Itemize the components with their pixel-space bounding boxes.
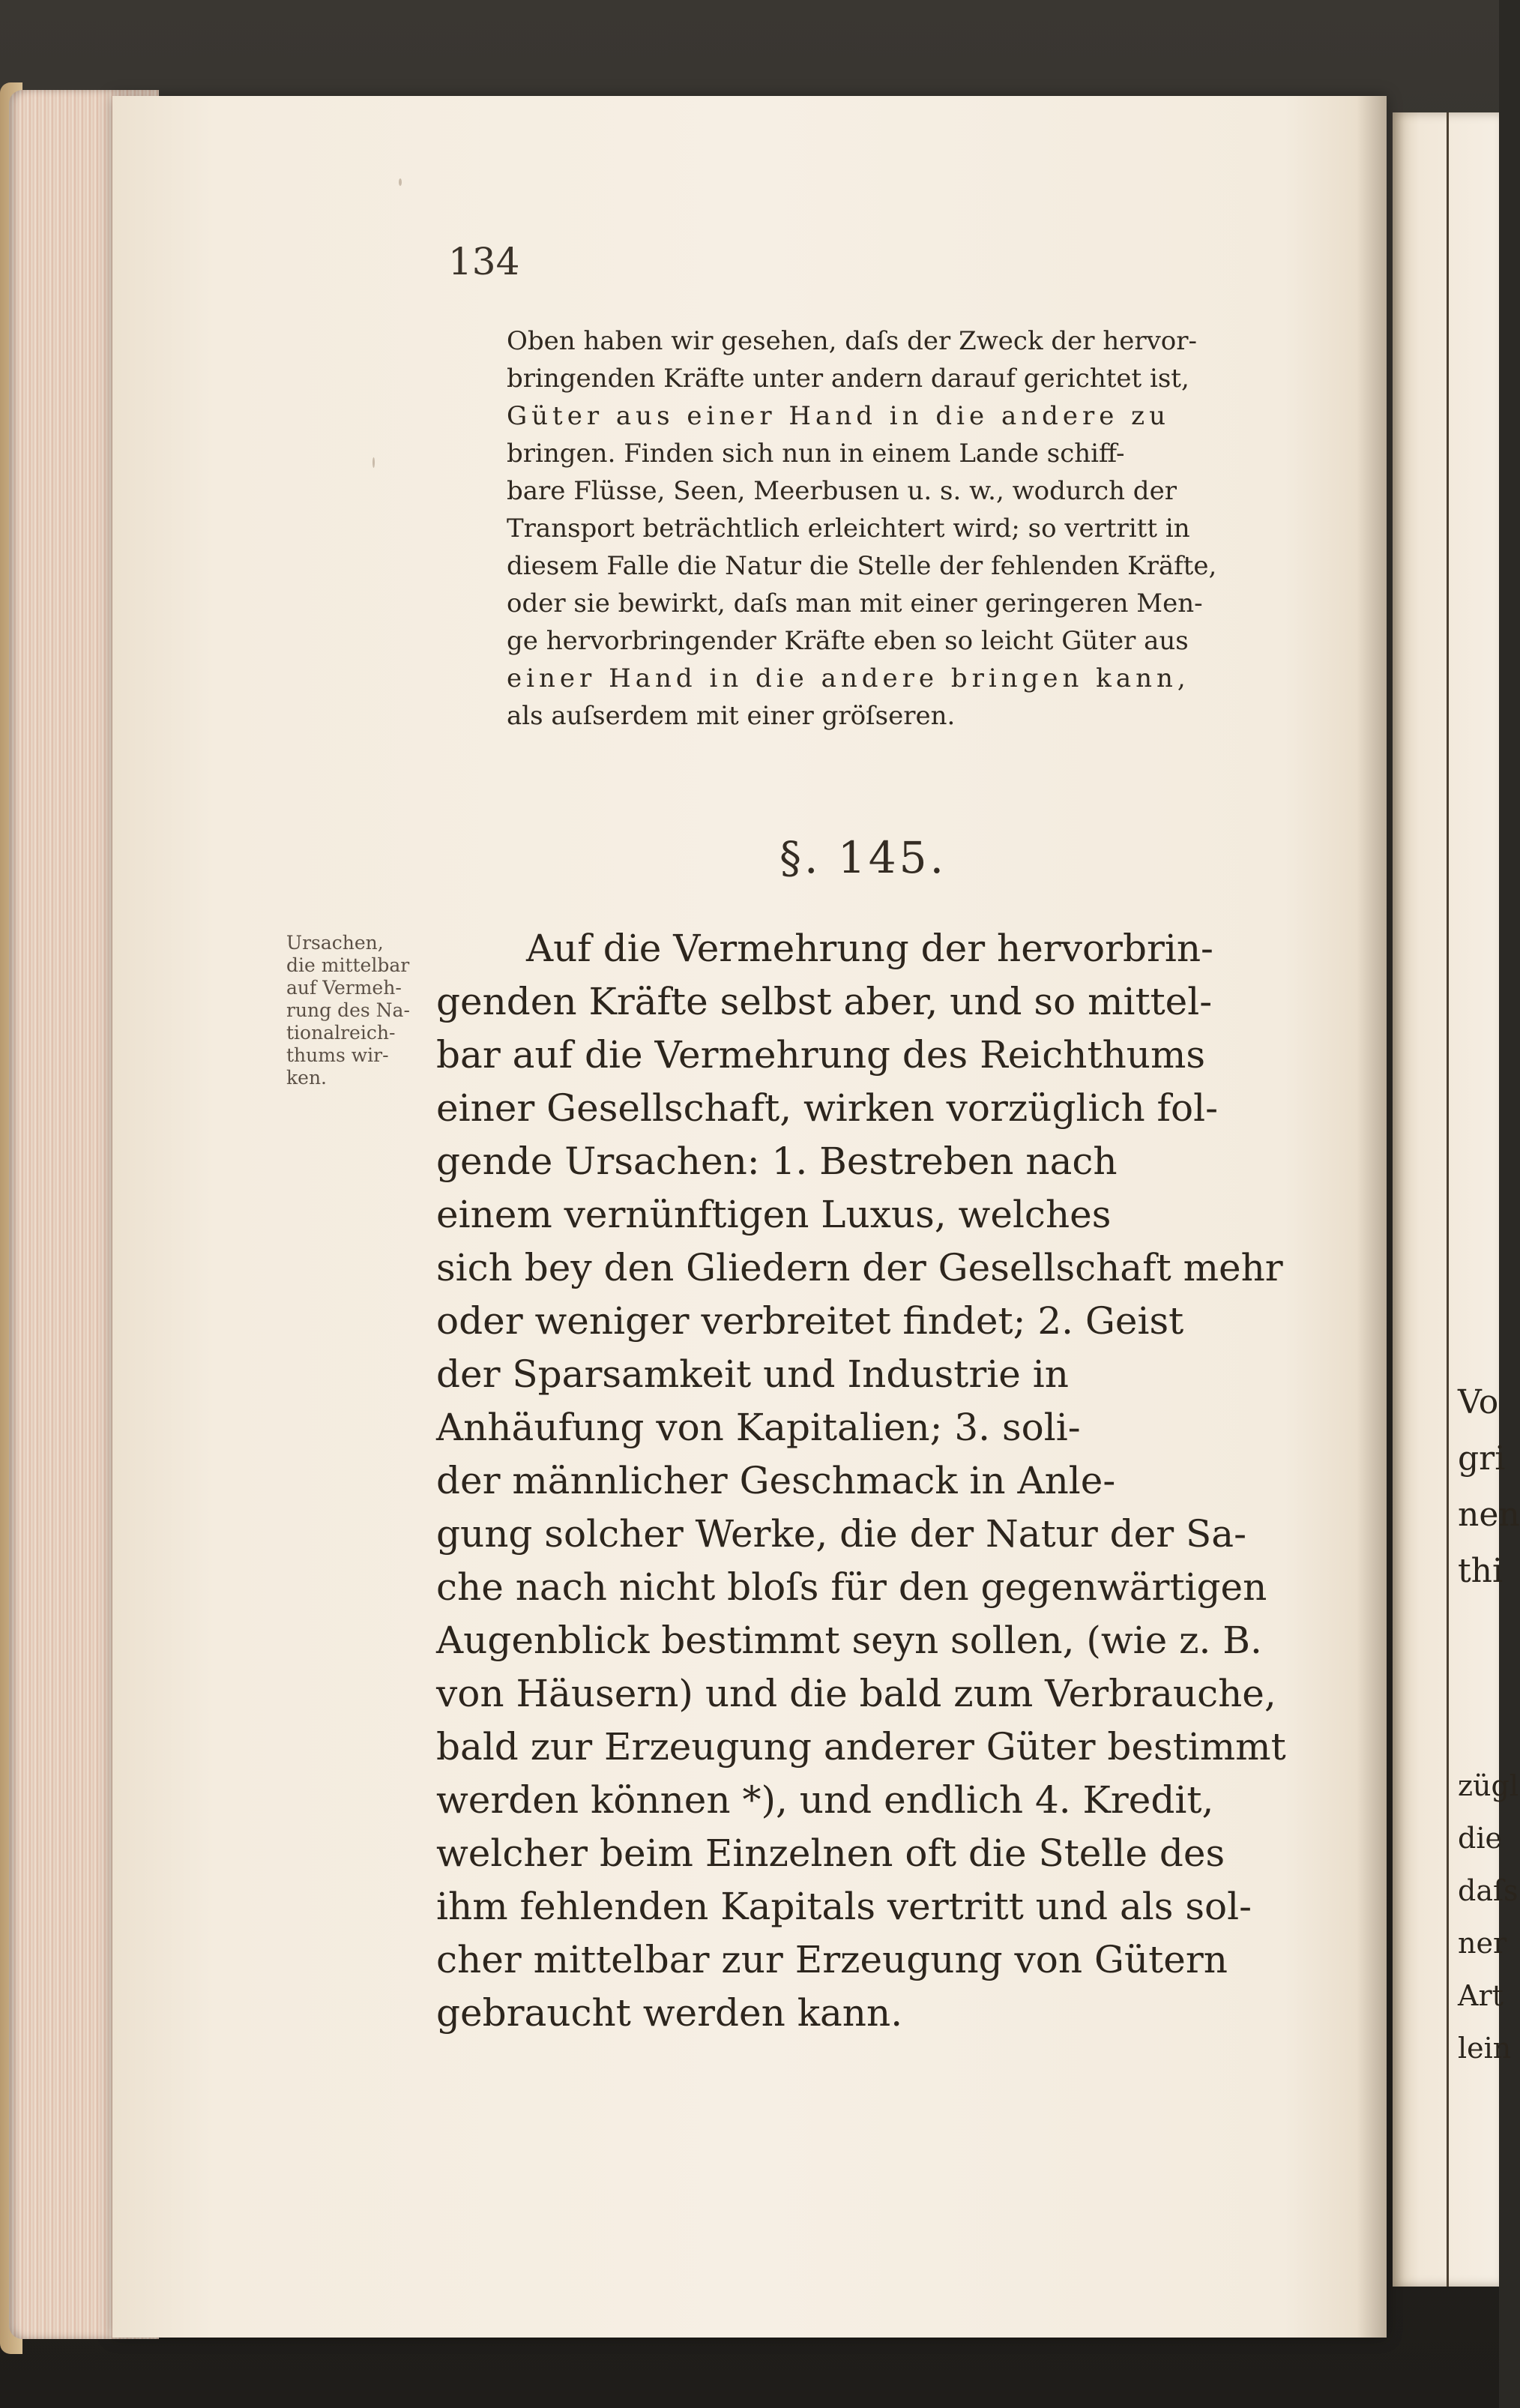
text-line: ge hervorbringender Kräfte eben so leicht Güter aus: [507, 626, 1189, 656]
text-line: cher mittelbar zur Erzeugung von Gütern: [436, 1938, 1228, 1981]
marginal-note-line: tionalreich-: [286, 1022, 396, 1044]
text-line: der männlicher Geschmack in Anle-: [436, 1459, 1116, 1502]
text-line: einer Gesellschaft, wirken vorzüglich fol-: [436, 1086, 1219, 1130]
text-line: Transport beträchtlich erleichtert wird; so vertritt in: [507, 514, 1190, 544]
text-line: bare Flüsse, Seen, Meerbusen u. s. w., wodurch der: [507, 476, 1177, 506]
text-line: bar auf die Vermehrung des Reichthums: [436, 1033, 1206, 1077]
text-line: einem vernünftigen Luxus, welches: [436, 1193, 1112, 1236]
facing-page-word: ner: [1458, 1927, 1507, 1960]
gutter-shadow: [1357, 96, 1387, 2338]
marginal-note: [286, 932, 451, 1089]
facing-page-rule: [1447, 112, 1449, 2287]
text-line: von Häusern) und die bald zum Verbrauche,: [436, 1672, 1276, 1715]
text-line: Auf die Vermehrung der hervorbrin-: [526, 927, 1213, 970]
text-line: Augenblick bestimmt seyn sollen, (wie z. B.: [436, 1619, 1262, 1662]
text-line: ihm fehlenden Kapitals vertritt und als sol-: [436, 1885, 1252, 1928]
text-line: bringen. Finden sich nun in einem Lande schiff-: [507, 439, 1125, 469]
section-heading: §. 145.: [779, 832, 947, 883]
facing-page: [1393, 112, 1499, 2287]
text-line: genden Kräfte selbst aber, und so mittel-: [436, 980, 1213, 1023]
text-line: bringenden Kräfte unter andern darauf gerichtet ist,: [507, 364, 1189, 394]
marginal-note-line: ken.: [286, 1067, 327, 1089]
paper-blemish: [399, 178, 402, 186]
text-line: sich bey den Gliedern der Gesellschaft mehr: [436, 1246, 1283, 1289]
facing-page-word: Art: [1458, 1979, 1504, 2012]
facing-page-word: daſs: [1458, 1874, 1519, 1907]
page-number: 134: [448, 240, 520, 283]
facing-page-word: die: [1458, 1822, 1502, 1855]
text-line: diesem Falle die Natur die Stelle der fehlenden Kräfte,: [507, 551, 1217, 581]
text-line: der Sparsamkeit und Industrie in: [436, 1352, 1069, 1396]
preceding-paragraph: [507, 322, 1283, 735]
text-line: oder sie bewirkt, daſs man mit einer geringeren Men-: [507, 589, 1203, 618]
text-line: werden können *), und endlich 4. Kredit,: [436, 1778, 1214, 1822]
marginal-note-line: rung des Na-: [286, 999, 410, 1021]
text-line: Oben haben wir gesehen, daſs der Zweck der hervor-: [507, 326, 1198, 356]
text-line: oder weniger verbreitet findet; 2. Geist: [436, 1299, 1184, 1343]
text-line: gebraucht werden kann.: [436, 1991, 903, 2035]
marginal-note-line: thums wir-: [286, 1044, 389, 1066]
facing-page-word: nen: [1458, 1496, 1520, 1534]
marginal-note-line: die mittelbar: [286, 954, 410, 976]
text-line: Güter aus einer Hand in die andere zu: [507, 401, 1170, 431]
marginal-note-line: Ursachen,: [286, 932, 384, 954]
section-body: [436, 922, 1286, 2040]
paper-blemish: [373, 457, 375, 468]
facing-page-word: Vo: [1458, 1383, 1499, 1421]
text-line: gung solcher Werke, die der Natur der Sa-: [436, 1512, 1247, 1556]
facing-page-word: lein: [1458, 2032, 1512, 2065]
text-line: che nach nicht bloſs für den gegenwärtigen: [436, 1565, 1267, 1609]
text-line: als auſserdem mit einer gröſseren.: [507, 701, 956, 731]
text-line: bald zur Erzeugung anderer Güter bestimmt: [436, 1725, 1286, 1769]
facing-page-word: gri: [1458, 1439, 1506, 1478]
facing-page-word: zügl: [1458, 1769, 1519, 1802]
text-line: Anhäufung von Kapitalien; 3. soli-: [436, 1406, 1081, 1449]
facing-page-word: thi: [1458, 1552, 1504, 1590]
text-line: welcher beim Einzelnen oft die Stelle des: [436, 1831, 1225, 1875]
text-line: einer Hand in die andere bringen kann,: [507, 663, 1190, 693]
text-line: gende Ursachen: 1. Bestreben nach: [436, 1140, 1118, 1183]
marginal-note-line: auf Vermeh-: [286, 977, 402, 999]
